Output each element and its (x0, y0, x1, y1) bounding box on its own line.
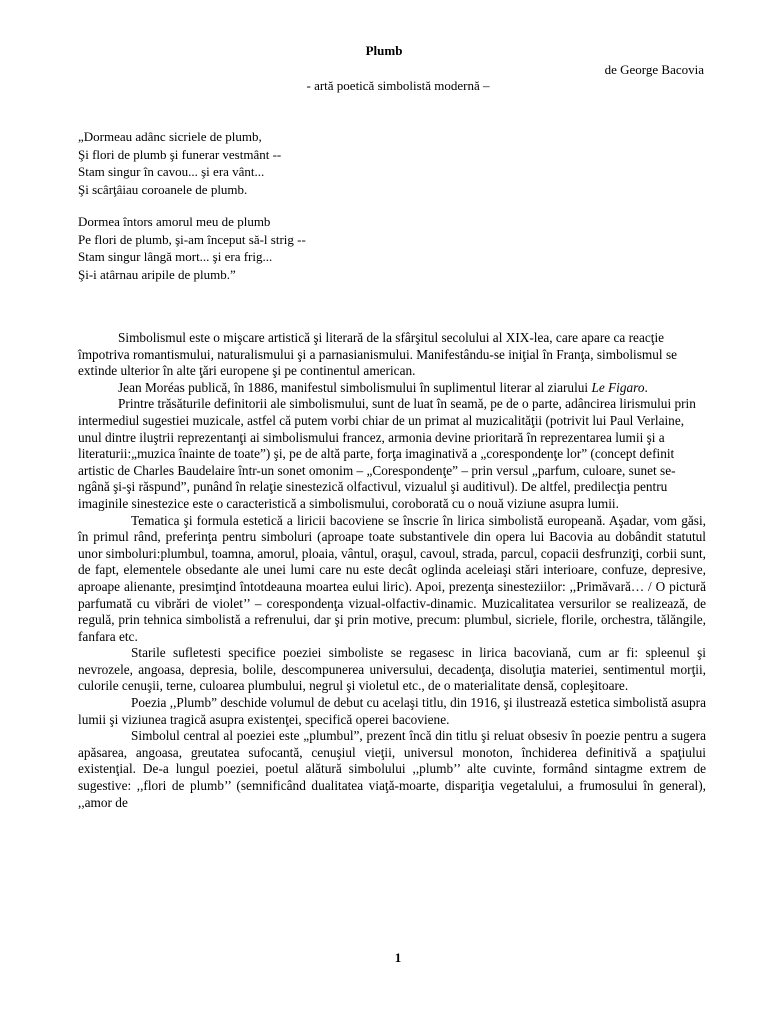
document-title: Plumb (365, 43, 403, 58)
poem-line: Şi scârţâiau coroanele de plumb. (78, 181, 248, 197)
paragraph-text: Jean Moréas publică, în 1886, manifestul simbolismului în suplimentul literar al ziarului (118, 379, 592, 395)
paragraph-end: . (644, 379, 648, 395)
poem-line: Şi flori de plumb şi funerar vestmânt -- (78, 146, 282, 162)
poem-stanza-1 (78, 128, 281, 198)
poem-line: Stam singur în cavou... şi era vânt... (78, 164, 265, 179)
paragraph (78, 380, 706, 397)
poem-line: „Dormeau adânc sicriele de plumb, (78, 129, 262, 144)
poem-line: Dormea întors amorul meu de plumb (78, 214, 271, 229)
newspaper-title: Le Figaro (591, 379, 645, 395)
paragraph: Starile sufletesti specifice poeziei simboliste se regasesc in lirica bacoviană, cum ar fi: spleenul şi nevrozele, angoasa, depresia, bolile, descompunerea universului, decadenţa, disoluţia materiei, sentimentul morţii, culorile cenuşii, terne, culoarea plumbului, negrul şi violetul etc., de o materialitate densă, copleşitoare. (78, 645, 706, 694)
poem-stanza-2 (78, 213, 306, 283)
poem-line: Şi-i atârnau aripile de plumb.” (78, 266, 236, 282)
paragraph: Poezia ,,Plumb” deschide volumul de debut cu acelaşi titlu, din 1916, şi ilustrează estetica simbolistă asupra lumii şi viziunea tragică asupra existenţei, specifică operei bacoviene. (78, 695, 706, 727)
paragraph: Simbolul central al poeziei este „plumbul”, prezent încă din titlu şi reluat obsesiv în poezie pentru a sugera apăsarea, angoasa, greutatea sufocantă, cenuşiul vieţii, universul monoton, închiderea definitivă a spaţiului existenţial. De-a lungul poeziei, poetul alătură simbolului ,,plumb’’ alte cuvinte, formând sintagme extrem de sugestive: ,,flori de plumb’’ (semnificând dualitatea viaţă-moarte, dispariţia vegetalului, a frumosului în general), ,,amor de (78, 728, 706, 810)
paragraph: Tematica şi formula estetică a liricii bacoviene se înscrie în lirica simbolistă europeană. Aşadar, vom găsi, în primul rând, preferinţa pentru simboluri (aproape toate substantivele din opera lui Bacovia au dobândit statutul unor simboluri:plumbul, toamna, amorul, ploaia, vântul, oraşul, cavoul, strada, parcul, copacii desfrunziţi, corbii sunt, de fapt, elementele obsedante ale unei lumi care nu este decât oglinda aceleiaşi stări interioare, confuze, depresive, aproape alienante, presimţind întotdeauna moartea eului liric). Apoi, prezenţa sinesteziilor: ,,Primăvară… / O pictură parfumată cu vibrări de violet’’ – corespondenţa vizual-olfactiv-dinamic. Muzicalitatea versurilor se realizează, de regulă, prin tehnica simbolistă a refrenului, dar şi prin motive, precum: plumbul, sicriele, florile, orchestra, tălăngile, fanfara etc. (78, 512, 706, 644)
page-number: 1 (394, 950, 402, 965)
author-line: de George Bacovia (604, 62, 704, 77)
paragraph: Simbolismul este o mişcare artistică şi literară de la sfârşitul secolului al XIX-lea, care apare ca reacţie împotriva romantismului, naturalismului şi a parnasianismului. Manifestându-se iniţial în Franţa, simbolismul se extinde ulterior în alte ţări europene şi pe continentul american. (78, 330, 678, 379)
paragraph: Printre trăsăturile definitorii ale simbolismului, sunt de luat în seamă, pe de o parte, adâncirea lirismului prin intermediul sugestiei muzicale, astfel că putem vorbi chiar de un primat al muzicalităţii (potrivit lui Paul Verlaine, unul dintre iluştrii reprezentanţi ai simbolismului francez, armonia devine prioritară în reprezentarea lumii şi a literaturii:„muzica înainte de toate”) şi, pe de altă parte, forţa imaginativă a „corespondenţe lor” (concept definit artistic de Charles Baudelaire într-un sonet omonim – „Corespondenţe” – prin versul „parfum, culoare, sunet se-ngână şi-şi răspund”, punând în relaţie sinestezică olfactivul, vizualul şi auditivul). De altfel, predilecţia pentru imaginile sinestezice este o caracteristică a simbolismului, coroborată cu o nouă viziune asupra lumii. (78, 396, 696, 511)
poem-line: Stam singur lângă mort... şi era frig... (78, 249, 273, 264)
essay-body (78, 330, 706, 811)
document-subtitle: - artă poetică simbolistă modernă – (306, 78, 490, 93)
poem-line: Pe flori de plumb, şi-am început să-l strig -- (78, 231, 306, 247)
